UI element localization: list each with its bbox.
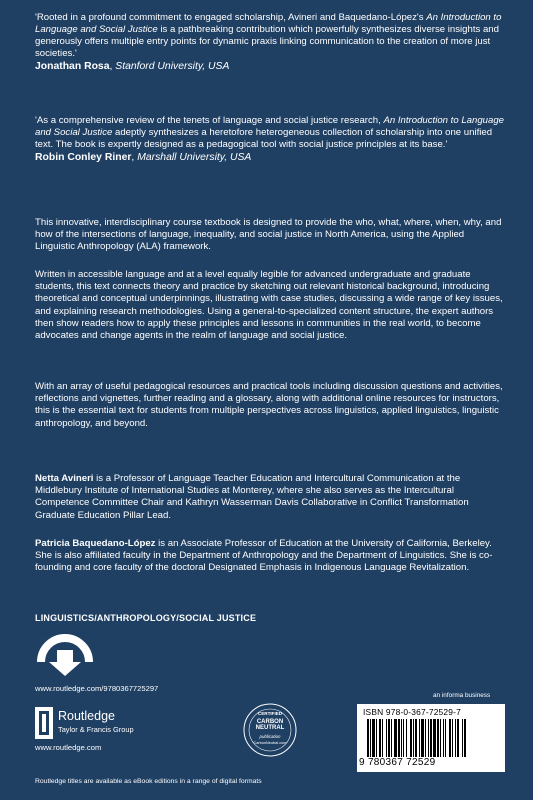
- barcode-bar: [457, 719, 459, 757]
- review-2: 'As a comprehensive review of the tenets of language and social justice research, An Introduction to Language and Social Justice adeptly synthesizes a heretofore heterogeneous collection of scholarship into one unified text. The book is expertly designed as a pedagogical tool with social justice principles at its base.' Robin Conley Riner, Marshall University, USA: [35, 115, 505, 163]
- barcode-bar: [413, 719, 414, 757]
- carbon-badge-site: CarbonNeutral.com: [253, 741, 287, 745]
- barcode-bar: [443, 719, 444, 757]
- barcode-bars: [367, 719, 501, 757]
- support-material-badge: [35, 632, 95, 678]
- description-paragraph-2: Written in accessible language and at a level equally legible for advanced undergraduate and graduate students, this text connects theory and practice by sketching out relevant historical background, introducing theoretical and conceptual underpinnings, illustrating with case studies, discussing a wide range of key issues, and explaining research methodologies. Using a general-to-specialized content structure, the expert authors then show readers how to apply these principles and lessons in communities in the real world, to become advocates and change agents in the realm of language and social justice.: [35, 269, 503, 342]
- review-1-quote-pre: 'Rooted in a profound commitment to engaged scholarship, Avineri and Baquedano-López's: [35, 12, 427, 23]
- carbon-neutral-badge: [242, 702, 298, 758]
- barcode-bar: [445, 719, 446, 757]
- barcode-bar: [403, 719, 404, 757]
- barcode-bar: [462, 719, 463, 757]
- isbn-text: ISBN 978-0-367-72529-7: [363, 707, 461, 717]
- description-paragraph-1: This innovative, interdisciplinary course textbook is designed to provide the who, what, where, when, why, and how of the intersections of language, inequality, and social justice in North America, using the Applied Linguistic Anthropology (ALA) framework.: [35, 217, 502, 253]
- barcode-bar: [391, 719, 392, 757]
- barcode-bar: [386, 719, 387, 757]
- author-1-name: Netta Avineri: [35, 473, 94, 484]
- barcode-bar: [455, 719, 456, 757]
- review-1-affiliation: Stanford University, USA: [115, 61, 230, 72]
- review-2-quote-title: An Introduction to Language and Social Justice: [35, 115, 505, 138]
- review-1-quote-post: is a pathbreaking contribution which powerfully synthesizes diverse insights and generously offers multiple entry points for dynamic praxis linking communication to the creation of more just societies.': [35, 24, 499, 59]
- review-2-name: Robin Conley Riner: [35, 152, 132, 163]
- barcode-bar: [401, 719, 402, 757]
- barcode-digits: 9 780367 72529: [359, 757, 436, 768]
- informa-tagline: an informa business: [433, 692, 491, 699]
- barcode-bar: [398, 719, 400, 757]
- barcode-bar: [372, 719, 375, 757]
- publisher-group: Taylor & Francis Group: [58, 725, 134, 734]
- carbon-badge-sub: publication: [259, 734, 281, 739]
- subject-category: LINGUISTICS/ANTHROPOLOGY/SOCIAL JUSTICE: [35, 613, 257, 623]
- barcode-bar: [406, 719, 407, 757]
- review-2-quote-post: adeptly synthesizes a heretofore heterogeneous collection of scholarship into one unified text. The book is expertly designed as a pedagogical tool with social justice principles at its base.': [35, 127, 493, 150]
- review-1-quote-title: An Introduction to Language and Social Justice: [35, 12, 502, 35]
- barcode-bar: [440, 719, 441, 757]
- barcode-bar: [449, 719, 451, 757]
- barcode-bar: [370, 719, 371, 757]
- carbon-badge-top: CERTIFIED: [257, 711, 283, 716]
- barcode-bar: [388, 719, 390, 757]
- publisher-name: Routledge: [58, 709, 115, 723]
- routledge-logo: [35, 707, 165, 739]
- barcode-bar: [394, 719, 397, 757]
- book-description: [35, 217, 505, 254]
- author-1-bio: is a Professor of Language Teacher Education and Intercultural Communication at the Middlebury Institute of International Studies at Monterey, where she also serves as the Intercultural Competence Committee Chair and Kathryn Wasserman Davis Collaborative in Conflict Transformation Graduate Education Pillar Lead.: [35, 473, 469, 521]
- author-2-name: Patricia Baquedano-López: [35, 538, 156, 549]
- download-arrow-icon: [35, 632, 95, 678]
- support-material-label: SUPPORT MATERIAL: [37, 630, 93, 636]
- review-1: 'Rooted in a profound commitment to engaged scholarship, Avineri and Baquedano-López's An Introduction to Language and Social Justice is a pathbreaking contribution which powerfully synthesizes diverse insights and generously offers multiple entry points for dynamic praxis linking communication to the creation of more just societies.' Jonathan Rosa, Stanford University, USA: [35, 12, 502, 72]
- review-1-name: Jonathan Rosa: [35, 61, 110, 72]
- barcode-bar: [382, 719, 383, 757]
- barcode-bar: [415, 719, 417, 757]
- barcode-bar: [425, 719, 426, 757]
- routledge-emblem-icon: [35, 707, 53, 739]
- barcode-bar: [433, 719, 436, 757]
- barcode-bar: [367, 719, 369, 757]
- author-bio-2: [35, 538, 505, 575]
- barcode-bar: [410, 719, 412, 757]
- review-2-affiliation: Marshall University, USA: [137, 152, 252, 163]
- review-2-quote-pre: 'As a comprehensive review of the tenets of language and social justice research,: [35, 115, 384, 126]
- carbon-badge-main: CARBON NEUTRAL: [255, 719, 285, 732]
- barcode-bar: [379, 719, 381, 757]
- author-bio-1: [35, 473, 505, 522]
- publisher-url[interactable]: www.routledge.com: [35, 743, 102, 752]
- support-url[interactable]: www.routledge.com/9780367725297: [35, 684, 159, 693]
- author-2-bio: is an Associate Professor of Education at the University of California, Berkeley. She is also affiliated faculty in the Department of Anthropology and the Department of Linguistics. She is co-founding and core faculty of the doctoral Designated Emphasis in Indigenous Language Revitalization.: [35, 538, 493, 574]
- description-paragraph-3: With an array of useful pedagogical resources and practical tools including discussion questions and activities, reflections and vignettes, further reading and a glossary, along with additional online resources for instructors, this is the essential text for students from multiple perspectives across linguistics, applied linguistics, linguistic anthropology, and beyond.: [35, 381, 503, 429]
- barcode-bar: [376, 719, 377, 757]
- barcode-bar: [421, 719, 424, 757]
- ebook-footer-note: Routledge titles are available as eBook editions in a range of digital formats: [35, 778, 262, 785]
- barcode-bar: [419, 719, 420, 757]
- isbn-barcode: [357, 704, 505, 772]
- barcode-bar: [428, 719, 429, 757]
- barcode-bar: [452, 719, 453, 757]
- barcode-bar: [430, 719, 432, 757]
- barcode-bar: [464, 719, 466, 757]
- barcode-bar: [437, 719, 439, 757]
